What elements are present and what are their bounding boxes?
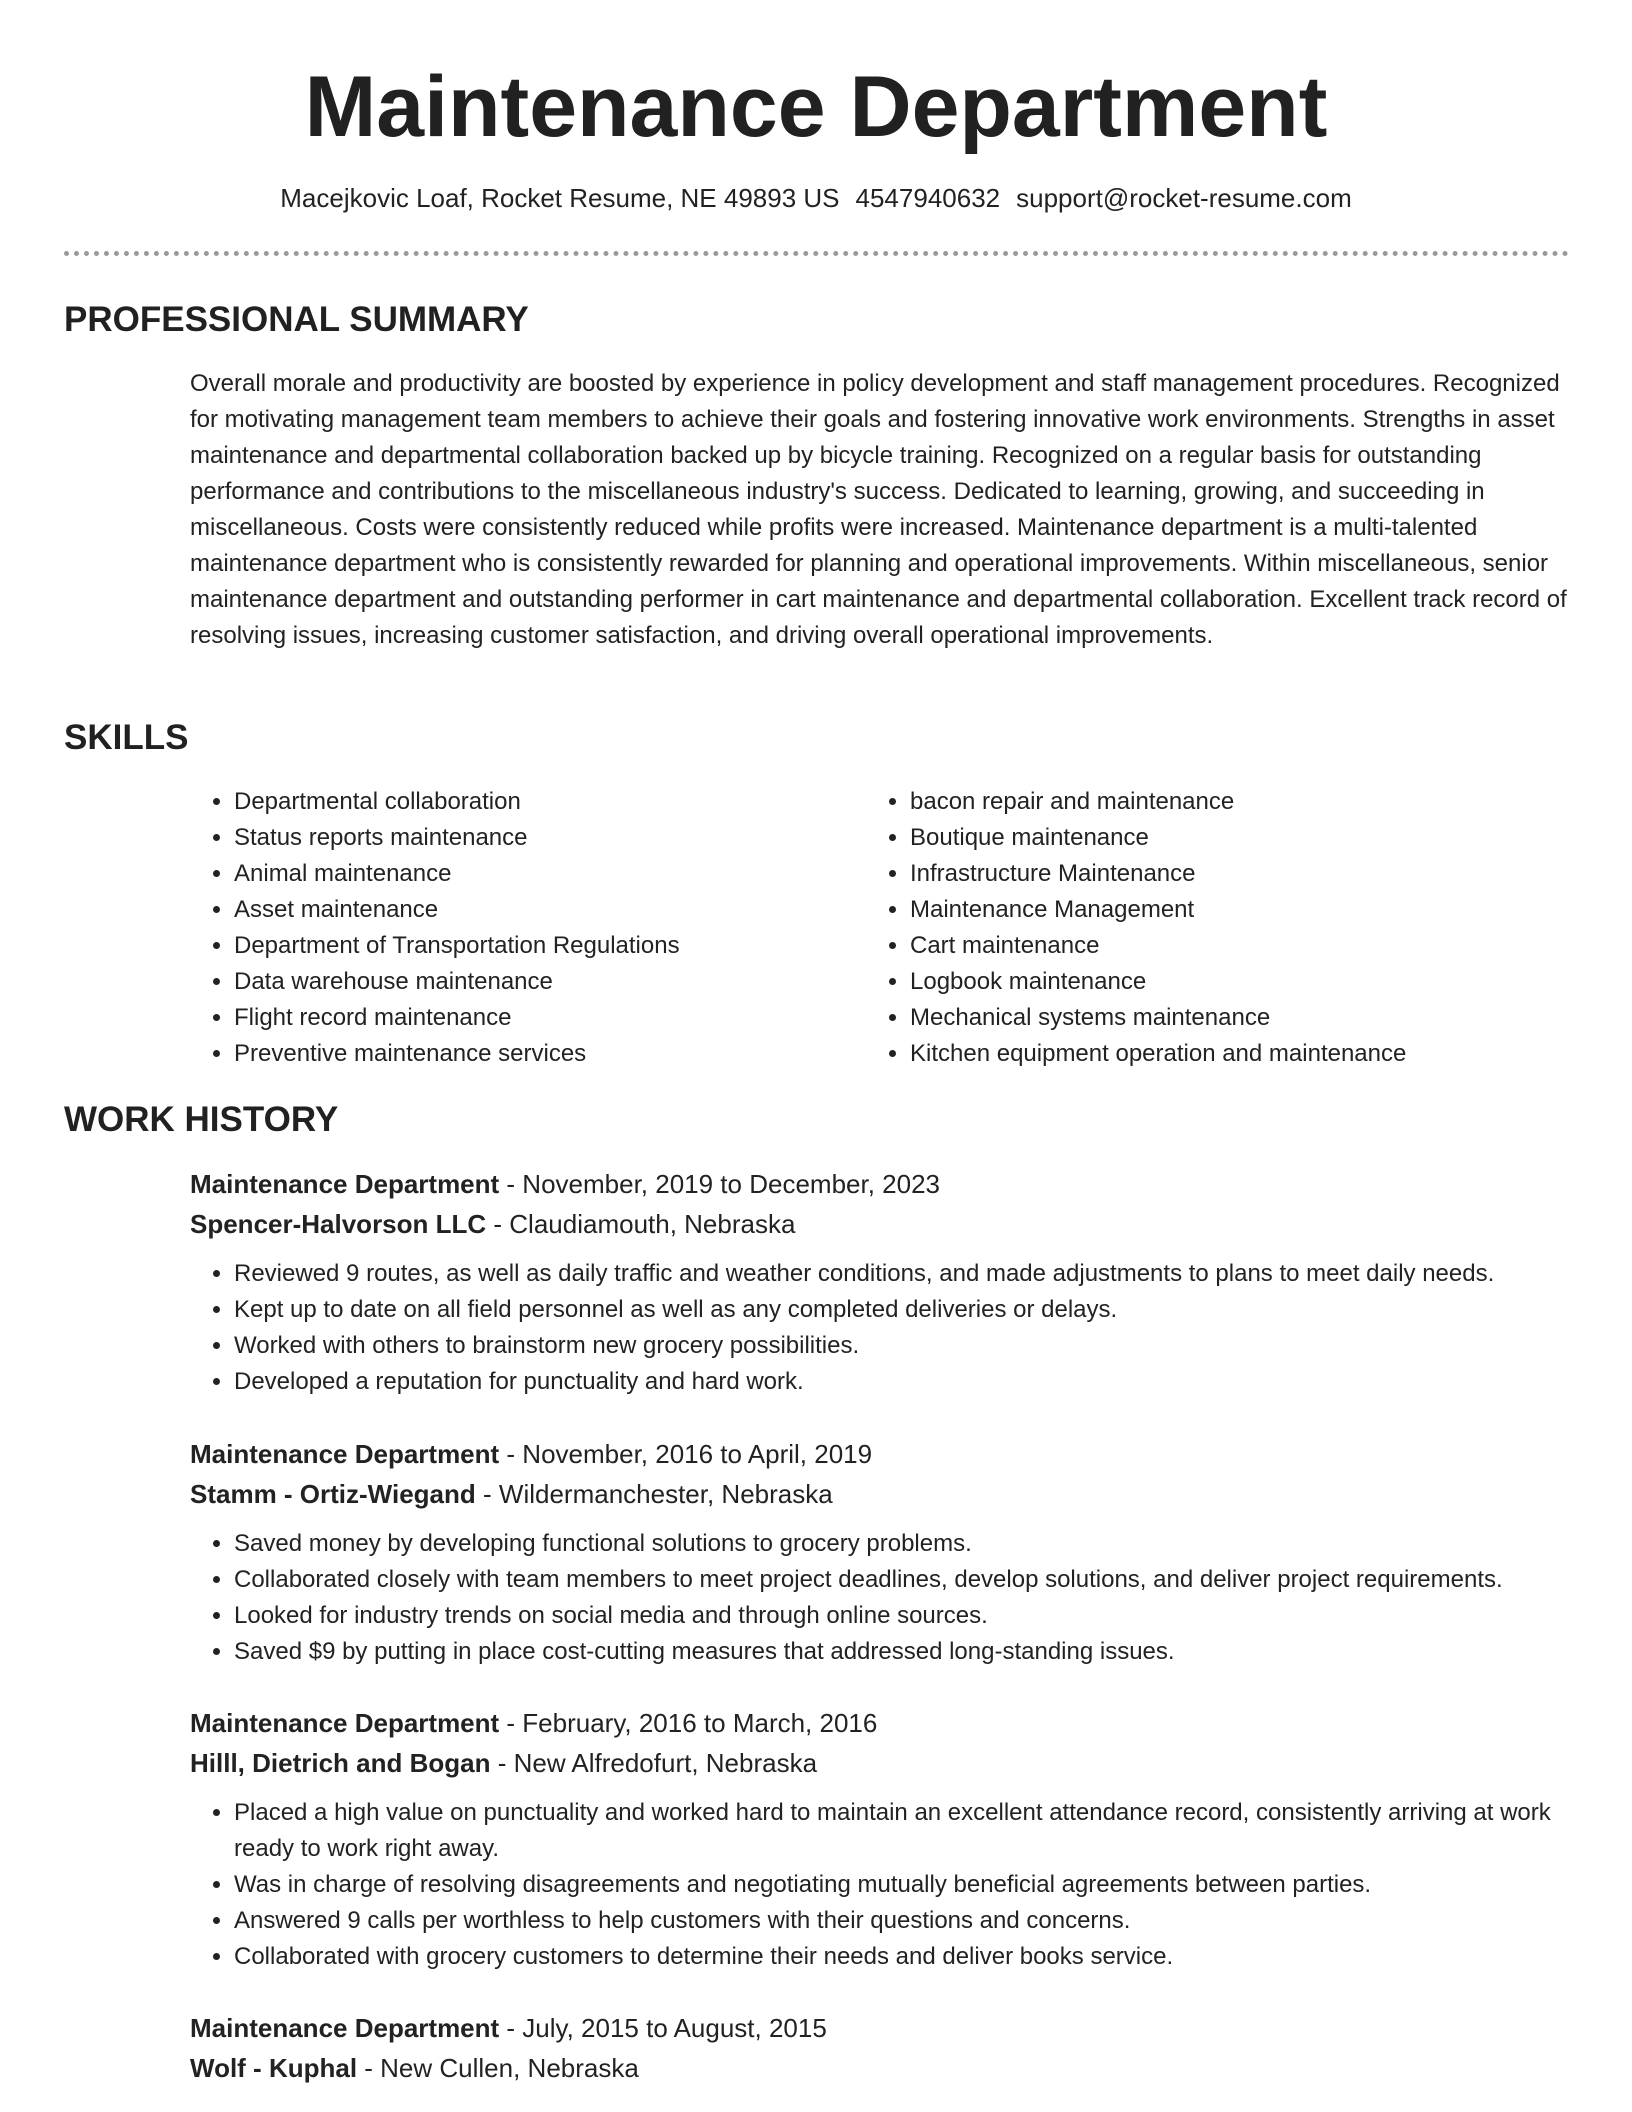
job-title-line — [190, 1434, 1570, 1474]
job-company: Wolf - Kuphal — [190, 2053, 358, 2083]
job-title-line — [190, 1164, 1570, 1204]
skill-item: • Flight record maintenance — [234, 1000, 680, 1036]
job-dates: - July, 2015 to August, 2015 — [499, 2013, 827, 2043]
skill-item: • Animal maintenance — [234, 856, 680, 892]
job-bullet: • Saved $9 by putting in place cost-cutting measures that addressed long-standing issues. — [234, 1634, 1570, 1670]
contact-email: support@rocket-resume.com — [1016, 183, 1352, 213]
job-location: - New Cullen, Nebraska — [357, 2053, 639, 2083]
job-bullet: • Collaborated closely with team members to meet project deadlines, develop solutions, and deliver project requirements. — [234, 1562, 1570, 1598]
job-bullets — [190, 1256, 1570, 1400]
job-bullet: • Developed a reputation for punctuality and hard work. — [234, 1364, 1570, 1400]
job-dates: - November, 2019 to December, 2023 — [499, 1169, 940, 1199]
job-dates: - February, 2016 to March, 2016 — [499, 1708, 878, 1738]
contact-phone: 4547940632 — [855, 183, 1001, 213]
header-divider — [64, 251, 1569, 256]
contact-line — [0, 180, 1632, 216]
section-title-work-history: WORK HISTORY — [64, 1100, 339, 1139]
skill-item: • bacon repair and maintenance — [910, 784, 1406, 820]
job-company-line — [190, 1474, 1570, 1514]
job-bullets — [190, 1795, 1570, 1975]
job-bullet: • Answered 9 calls per worthless to help customers with their questions and concerns. — [234, 1903, 1570, 1939]
skill-item: • Mechanical systems maintenance — [910, 1000, 1406, 1036]
skills-list-left — [190, 784, 680, 1072]
skill-item: • Infrastructure Maintenance — [910, 856, 1406, 892]
job-title-line — [190, 2008, 1570, 2048]
skill-item: • Data warehouse maintenance — [234, 964, 680, 1000]
skill-item: • Asset maintenance — [234, 892, 680, 928]
skill-item: • Kitchen equipment operation and maintenance — [910, 1036, 1406, 1072]
skill-item: • Logbook maintenance — [910, 964, 1406, 1000]
job-entry — [190, 1703, 1570, 1975]
skill-item: • Cart maintenance — [910, 928, 1406, 964]
job-company: Stamm - Ortiz-Wiegand — [190, 1479, 476, 1509]
section-title-summary: PROFESSIONAL SUMMARY — [64, 300, 529, 339]
job-title-line — [190, 1703, 1570, 1743]
skill-item: • Departmental collaboration — [234, 784, 680, 820]
job-company-line — [190, 2048, 1570, 2088]
summary-text: Overall morale and productivity are boosted by experience in policy development and staff management procedures. Recognized for motivating management team members to achieve their goals and fostering innovative work environments. Strengths in asset maintenance and departmental collaboration backed up by bicycle training. Recognized on a regular basis for outstanding performance and contributions to the miscellaneous industry's success. Dedicated to learning, growing, and succeeding in miscellaneous. Costs were consistently reduced while profits were increased. Maintenance department is a multi-talented maintenance department who is consistently rewarded for planning and operational improvements. Within miscellaneous, senior maintenance department and outstanding performer in cart maintenance and departmental collaboration. Excellent track record of resolving issues, increasing customer satisfaction, and driving overall operational improvements. — [190, 370, 1567, 649]
skill-item: • Maintenance Management — [910, 892, 1406, 928]
job-bullet: • Worked with others to brainstorm new grocery possibilities. — [234, 1328, 1570, 1364]
skills-list-right — [866, 784, 1406, 1072]
job-entry — [190, 1434, 1570, 1670]
job-bullets — [190, 1526, 1570, 1670]
job-title: Maintenance Department — [190, 1439, 500, 1469]
job-title: Maintenance Department — [190, 2013, 500, 2043]
resume-name: Maintenance Department — [304, 59, 1328, 155]
job-entry — [190, 1164, 1570, 1400]
job-location: - Wildermanchester, Nebraska — [475, 1479, 833, 1509]
skill-item: • Preventive maintenance services — [234, 1036, 680, 1072]
job-company: Hilll, Dietrich and Bogan — [190, 1748, 491, 1778]
job-bullet: • Placed a high value on punctuality and worked hard to maintain an excellent attendance record, consistently arriving at work ready to work right away. — [234, 1795, 1570, 1867]
job-title: Maintenance Department — [190, 1708, 500, 1738]
job-title: Maintenance Department — [190, 1169, 500, 1199]
job-bullet: • Was in charge of resolving disagreements and negotiating mutually beneficial agreements between parties. — [234, 1867, 1570, 1903]
job-bullet: • Reviewed 9 routes, as well as daily traffic and weather conditions, and made adjustments to plans to meet daily needs. — [234, 1256, 1570, 1292]
job-company-line — [190, 1204, 1570, 1244]
job-bullet: • Collaborated with grocery customers to determine their needs and deliver books service. — [234, 1939, 1570, 1975]
job-location: - New Alfredofurt, Nebraska — [490, 1748, 818, 1778]
job-bullet: • Saved money by developing functional solutions to grocery problems. — [234, 1526, 1570, 1562]
job-bullet: • Kept up to date on all field personnel as well as any completed deliveries or delays. — [234, 1292, 1570, 1328]
skill-item: • Boutique maintenance — [910, 820, 1406, 856]
skill-item: • Department of Transportation Regulations — [234, 928, 680, 964]
section-title-skills: SKILLS — [64, 718, 189, 757]
job-company: Spencer-Halvorson LLC — [190, 1209, 487, 1239]
job-bullet: • Looked for industry trends on social media and through online sources. — [234, 1598, 1570, 1634]
job-dates: - November, 2016 to April, 2019 — [499, 1439, 873, 1469]
job-location: - Claudiamouth, Nebraska — [486, 1209, 796, 1239]
job-entry — [190, 2008, 1570, 2088]
job-company-line — [190, 1743, 1570, 1783]
skill-item: • Status reports maintenance — [234, 820, 680, 856]
contact-address: Macejkovic Loaf, Rocket Resume, NE 49893 US — [280, 183, 840, 213]
